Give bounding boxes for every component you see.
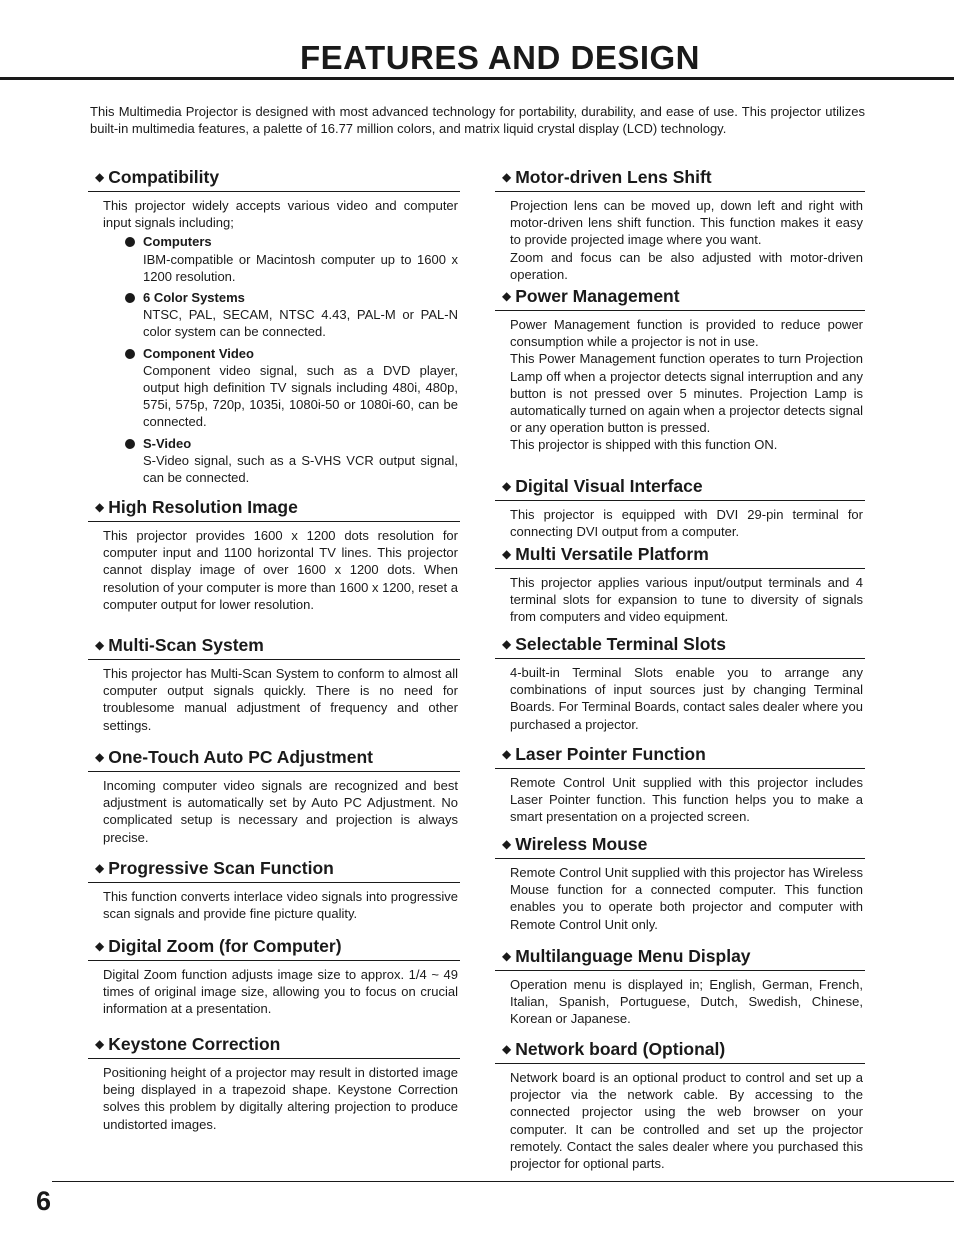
section-heading: ◆ Network board (Optional) [495,1038,865,1064]
diamond-icon: ◆ [95,500,105,514]
section-body: Digital Zoom function adjusts image size to approx. 1/4 ~ 49 times of original image size, allowing you to focus on crucial information at a presentation. [103,967,458,1017]
bullet-icon [125,237,135,247]
diamond-icon: ◆ [95,939,105,953]
section-text: This projector widely accepts various video and computer input signals including; [103,198,458,231]
section-compatibility [88,166,460,490]
list-item: Component Video Component video signal, such as a DVD player, output high definition TV signals including 480i, 480p, 575i, 575p, 720p, 1035i, 1080i-50 or 1080i-60, can be connected. [103,345,458,431]
section-lens-shift [495,166,865,283]
section-heading: ◆ Multilanguage Menu Display [495,945,865,971]
page-title: FEATURES AND DESIGN [299,39,701,76]
section-platform [495,543,865,626]
section-heading: ◆ Keystone Correction [88,1033,460,1059]
diamond-icon: ◆ [502,747,512,761]
section-body: Power Management function is provided to reduce power consumption while a projector is not in use. This Power Management function operates to turn Projection Lamp off when a projector detects signal interruption and any button is not pressed over 5 minutes. Projection Lamp is automatically turned on again when a projector detects signal or any operation button is pressed. This projector is shipped with this function ON. [510,317,863,453]
section-body: This projector provides 1600 x 1200 dots resolution for computer input and 1100 horizontal TV lines. This projector cannot display image of over 1600 x 1200 dots. When resolution of your computer is more than 1600 x 1200, reset a computer output for lower resolution. [103,528,458,612]
diamond-icon: ◆ [95,750,105,764]
section-body: Network board is an optional product to control and set up a projector via the network cable. By accessing to the connected projector using the web browser on your computer. It can be controlled and set up the projector remotely. Contact the sales dealer where you purchased this projector for optional parts. [510,1070,863,1172]
diamond-icon: ◆ [502,170,512,184]
bullet-icon [125,439,135,449]
section-multilanguage [495,945,865,1028]
section-dvi [495,475,865,540]
top-rule [0,77,954,80]
section-heading: ◆ Motor-driven Lens Shift [495,166,865,192]
section-progressive [88,857,460,922]
section-body: This function converts interlace video signals into progressive scan signals and provide fine picture quality. [103,889,458,922]
bottom-rule [52,1181,954,1182]
section-body: Projection lens can be moved up, down left and right with motor-driven lens shift function. This function makes it easy to provide projected image where you want. Zoom and focus can be also adjusted with motor-driven operation. [510,198,863,282]
bullet-list [103,233,458,486]
page-number: 6 [36,1186,52,1216]
section-network-board [495,1038,865,1172]
section-heading: ◆ Multi Versatile Platform [495,543,865,569]
section-heading: ◆ Multi-Scan System [88,634,460,660]
diamond-icon: ◆ [95,638,105,652]
section-terminal-slots [495,633,865,733]
diamond-icon: ◆ [502,949,512,963]
section-body [88,197,460,486]
section-heading: ◆ Power Management [495,285,865,311]
section-multi-scan [88,634,460,734]
diamond-icon: ◆ [95,861,105,875]
section-high-resolution [88,496,460,613]
diamond-icon: ◆ [95,1037,105,1051]
diamond-icon: ◆ [95,170,105,184]
section-heading: ◆ Laser Pointer Function [495,743,865,769]
section-heading: ◆ High Resolution Image [88,496,460,522]
section-heading: ◆ Wireless Mouse [495,833,865,859]
section-body: Remote Control Unit supplied with this projector includes Laser Pointer function. This function helps you to make a smart presentation on a projected screen. [510,775,863,825]
section-laser-pointer [495,743,865,826]
section-wireless-mouse [495,833,865,933]
section-body: Operation menu is displayed in; English, German, French, Italian, Spanish, Portuguese, Dutch, Swedish, Chinese, Korean or Japanese. [510,977,863,1027]
section-keystone [88,1033,460,1133]
section-heading: ◆ Compatibility [88,166,460,192]
section-body: Remote Control Unit supplied with this projector has Wireless Mouse function for a connected computer. This function enables you to operate both projector and computer with Remote Control Unit only. [510,865,863,932]
section-heading: ◆ One-Touch Auto PC Adjustment [88,746,460,772]
section-body: This projector has Multi-Scan System to conform to almost all computer output signals quickly. There is no need for troublesome manual adjustment of frequency and other settings. [103,666,458,733]
list-item: Computers IBM-compatible or Macintosh computer up to 1600 x 1200 resolution. [103,233,458,285]
section-power-management [495,285,865,454]
section-heading: ◆ Selectable Terminal Slots [495,633,865,659]
bullet-icon [125,349,135,359]
section-digital-zoom [88,935,460,1018]
list-item: 6 Color Systems NTSC, PAL, SECAM, NTSC 4.43, PAL-M or PAL-N color system can be connected. [103,289,458,341]
section-body: Positioning height of a projector may result in distorted image being displayed in a trapezoid shape. Keystone Correction solves this problem by digitally altering projection to produce undistorted images. [103,1065,458,1132]
section-body: This projector applies various input/output terminals and 4 terminal slots for expansion to tune to diversity of signals from computers and video equipment. [510,575,863,625]
section-heading: ◆ Digital Visual Interface [495,475,865,501]
diamond-icon: ◆ [502,289,512,303]
section-body: 4-built-in Terminal Slots enable you to arrange any combinations of input sources just by changing Terminal Boards. For Terminal Boards, contact sales dealer where you purchased a projector. [510,665,863,732]
section-auto-pc [88,746,460,846]
intro-paragraph: This Multimedia Projector is designed with most advanced technology for portability, durability, and ease of use. This projector utilizes built-in multimedia features, a palette of 16.77 million colors, and matrix liquid crystal display (LCD) technology. [90,104,865,136]
section-heading: ◆ Digital Zoom (for Computer) [88,935,460,961]
section-heading: ◆ Progressive Scan Function [88,857,460,883]
list-item: S-Video S-Video signal, such as a S-VHS VCR output signal, can be connected. [103,435,458,487]
section-body: This projector is equipped with DVI 29-pin terminal for connecting DVI output from a computer. [510,507,863,540]
diamond-icon: ◆ [502,479,512,493]
diamond-icon: ◆ [502,1042,512,1056]
diamond-icon: ◆ [502,547,512,561]
section-body: Incoming computer video signals are recognized and best adjustment is automatically set by Auto PC Adjustment. No complicated setup is necessary and projection is always precise. [103,778,458,845]
diamond-icon: ◆ [502,637,512,651]
diamond-icon: ◆ [502,837,512,851]
bullet-icon [125,293,135,303]
